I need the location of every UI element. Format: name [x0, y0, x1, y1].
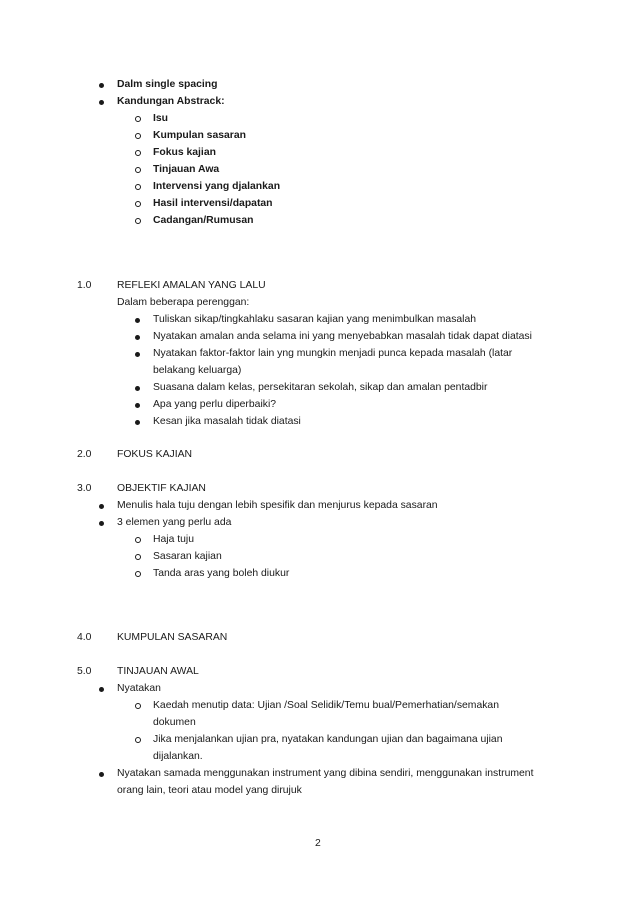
list-item-continuation: orang lain, teori atau model yang dirujuk: [117, 785, 302, 796]
sub-list-item: Tanda aras yang boleh diukur: [153, 568, 290, 579]
list-item: Apa yang perlu diperbaiki?: [153, 399, 277, 410]
section-title: KUMPULAN SASARAN: [117, 632, 228, 643]
section-subtitle: Dalam beberapa perenggan:: [117, 297, 250, 308]
bullet-icon: [99, 521, 104, 526]
list-item: Nyatakan: [117, 683, 161, 694]
section-number: 2.0: [77, 449, 92, 460]
abstrak-item: Hasil intervensi/dapatan: [153, 198, 273, 209]
list-item: Nyatakan samada menggunakan instrument yang dibina sendiri, menggunakan instrument: [117, 768, 534, 779]
list-item: 3 elemen yang perlu ada: [117, 517, 232, 528]
abstrak-item: Tinjauan Awa: [153, 164, 220, 175]
bullet-icon: [135, 403, 140, 408]
section-number: 4.0: [77, 632, 92, 643]
bullet-icon: [135, 386, 140, 391]
abstrak-item: Fokus kajian: [153, 147, 216, 158]
page-number: 2: [315, 838, 321, 849]
sub-bullet-icon: [135, 116, 141, 122]
list-item: Tuliskan sikap/tingkahlaku sasaran kajian yang menimbulkan masalah: [153, 314, 477, 325]
abstrak-item: Isu: [153, 113, 169, 124]
abstrak-item: Cadangan/Rumusan: [153, 215, 254, 226]
sub-bullet-icon: [135, 184, 141, 190]
bullet-icon: [99, 100, 104, 105]
sub-bullet-icon: [135, 133, 141, 139]
bullet-icon: [135, 318, 140, 323]
list-item: Menulis hala tuju dengan lebih spesifik dan menjurus kepada sasaran: [117, 500, 438, 511]
sub-bullet-icon: [135, 703, 141, 709]
sub-bullet-icon: [135, 201, 141, 207]
sub-bullet-icon: [135, 554, 141, 560]
sub-bullet-icon: [135, 218, 141, 224]
sub-bullet-icon: [135, 150, 141, 156]
bullet-icon: [99, 687, 104, 692]
list-item-continuation: belakang keluarga): [153, 365, 242, 376]
list-item: Nyatakan amalan anda selama ini yang menyebabkan masalah tidak dapat diatasi: [153, 331, 532, 342]
sub-list-item: Kaedah menutip data: Ujian /Soal Selidik/Temu bual/Pemerhatian/semakan: [153, 700, 499, 711]
sub-list-item: Jika menjalankan ujian pra, nyatakan kandungan ujian dan bagaimana ujian: [153, 734, 503, 745]
abstrak-item: Intervensi yang djalankan: [153, 181, 281, 192]
bullet-icon: [135, 352, 140, 357]
section-title: REFLEKI AMALAN YANG LALU: [117, 280, 266, 291]
section-title: OBJEKTIF KAJIAN: [117, 483, 206, 494]
section-number: 1.0: [77, 280, 92, 291]
sub-bullet-icon: [135, 537, 141, 543]
section-number: 5.0: [77, 666, 92, 677]
section-number: 3.0: [77, 483, 92, 494]
list-item: Suasana dalam kelas, persekitaran sekolah, sikap dan amalan pentadbir: [153, 382, 488, 393]
bullet-icon: [99, 772, 104, 777]
list-item: Nyatakan faktor-faktor lain yng mungkin menjadi punca kepada masalah (latar: [153, 348, 513, 359]
list-item: Kesan jika masalah tidak diatasi: [153, 416, 301, 427]
bullet-icon: [99, 83, 104, 88]
sub-bullet-icon: [135, 571, 141, 577]
sub-list-item-continuation: dokumen: [153, 717, 196, 728]
intro-bullet: Kandungan Abstrack:: [117, 96, 225, 107]
abstrak-item: Kumpulan sasaran: [153, 130, 246, 141]
bullet-icon: [99, 504, 104, 509]
sub-list-item-continuation: dijalankan.: [153, 751, 203, 762]
section-title: TINJAUAN AWAL: [117, 666, 199, 677]
bullet-icon: [135, 420, 140, 425]
sub-bullet-icon: [135, 737, 141, 743]
bullet-icon: [135, 335, 140, 340]
sub-bullet-icon: [135, 167, 141, 173]
sub-list-item: Sasaran kajian: [153, 551, 222, 562]
section-title: FOKUS KAJIAN: [117, 449, 193, 460]
sub-list-item: Haja tuju: [153, 534, 195, 545]
intro-bullet: Dalm single spacing: [117, 79, 218, 90]
